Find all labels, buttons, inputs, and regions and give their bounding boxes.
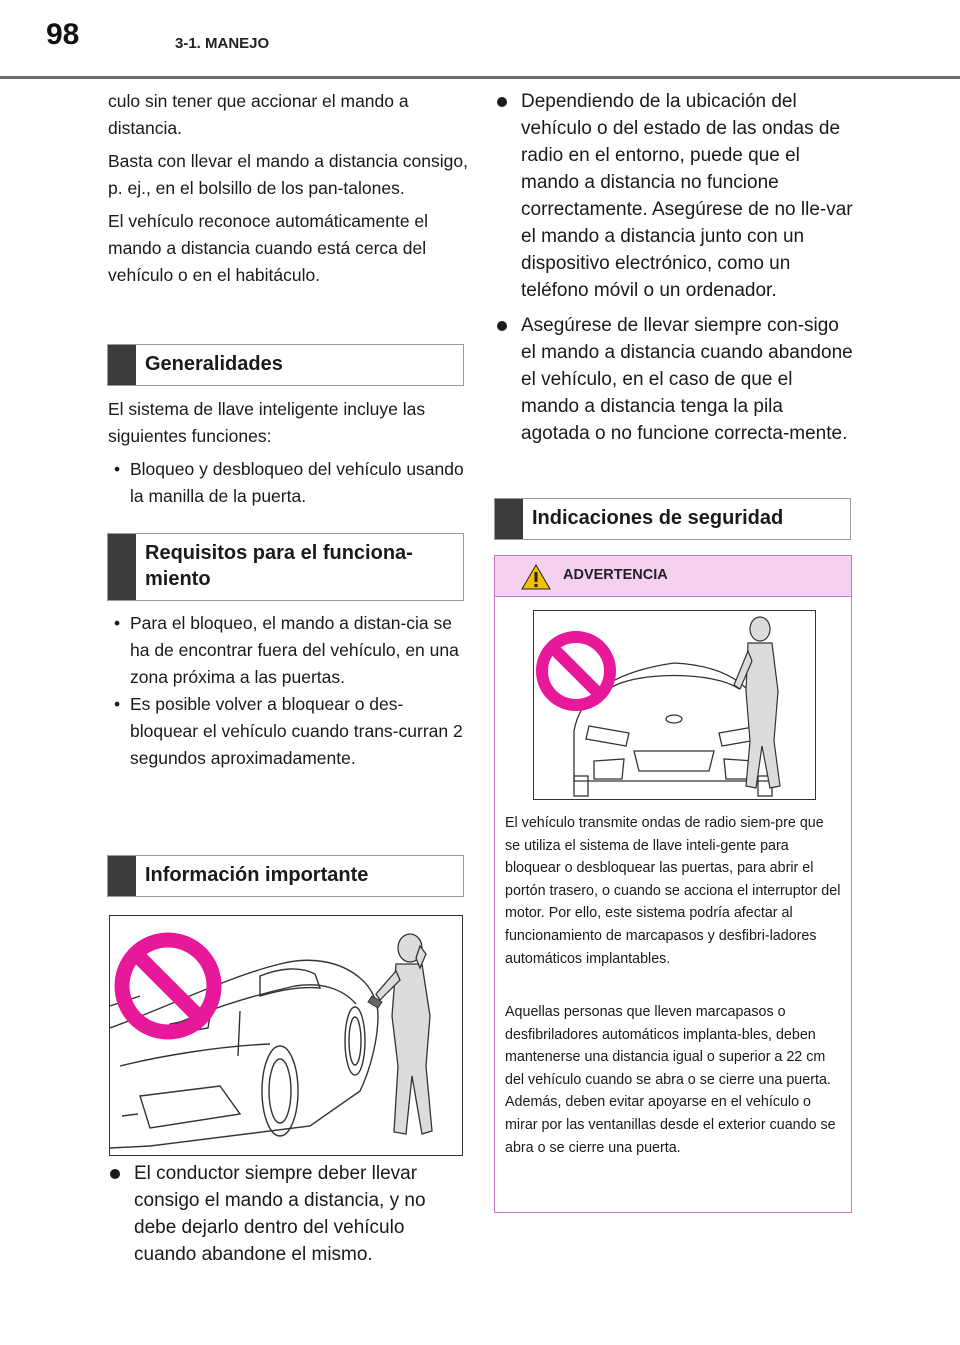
car-front-drawing bbox=[534, 611, 815, 799]
section-title: Indicaciones de seguridad bbox=[532, 507, 784, 529]
list-item-text: Dependiendo de la ubicación del vehículo o del estado de las ondas de radio en el entorno, puede que el mando a distancia no funcione correctamente. Asegúrese de no lle-var el mando a distancia junto con un dispositivo electrónico, como un teléfono móvil o un ordenador. bbox=[521, 91, 853, 301]
bullet-dot bbox=[497, 321, 507, 331]
list-item-text: Para el bloqueo, el mando a distan-cia se ha de encontrar fuera del vehículo, en una zona próxima a las puertas. bbox=[130, 613, 459, 687]
left-intro bbox=[108, 88, 468, 295]
list-item-text: Es posible volver a bloquear o des-bloquear el vehículo cuando trans-curran 2 segundos aproximadamente. bbox=[130, 694, 463, 768]
list-item bbox=[495, 312, 855, 447]
paragraph: El sistema de llave inteligente incluye las siguientes funciones: bbox=[108, 399, 426, 446]
section-title: Generalidades bbox=[145, 353, 283, 375]
generalidades-body bbox=[108, 396, 468, 510]
list-item bbox=[108, 691, 468, 772]
warning-paragraph: Aquellas personas que lleven marcapasos o desfibriladores automáticos implanta-bles, deben mantenerse una distancia igual o superior a 22 cm del vehículo cuando se abra o se cierre una puerta. Además, deben evitar apoyarse en el vehículo o mirar por las ventanillas desde el exterior cuando se abra o se cierre una puerta. bbox=[505, 1004, 836, 1156]
warning-paragraph: El vehículo transmite ondas de radio siem-pre que se utiliza el sistema de llave inteli-gente para bloquear o desbloquear las puertas, para abrir el portón trasero, o cuando se acciona el interruptor del motor. Por ello, este sistema podría afectar al funcionamiento de marcapasos y desfibri-ladores automáticos implantables. bbox=[505, 815, 841, 967]
prohibition-icon bbox=[122, 940, 214, 1032]
header-rule bbox=[0, 76, 960, 79]
warning-title: ADVERTENCIA bbox=[563, 567, 668, 583]
section-bar bbox=[495, 499, 523, 539]
section-title: Información importante bbox=[145, 864, 369, 886]
section-heading-requisitos bbox=[107, 533, 464, 601]
right-dot-list bbox=[495, 88, 855, 455]
list-item bbox=[108, 1160, 463, 1268]
paragraph: Basta con llevar el mando a distancia consigo, p. ej., en el bolsillo de los pan-talones. bbox=[108, 151, 468, 198]
paragraph: culo sin tener que accionar el mando a distancia. bbox=[108, 91, 409, 138]
requisitos-body bbox=[108, 610, 468, 772]
list-item bbox=[108, 610, 468, 691]
section-label: 3-1. MANEJO bbox=[175, 35, 270, 52]
warning-triangle-icon bbox=[521, 564, 551, 590]
section-heading-generalidades bbox=[107, 344, 464, 386]
paragraph: El vehículo reconoce automáticamente el mando a distancia cuando está cerca del vehículo o en el habitáculo. bbox=[108, 211, 429, 285]
section-heading-informacion bbox=[107, 855, 464, 897]
bullet-mark: • bbox=[114, 613, 121, 633]
section-bar bbox=[108, 856, 136, 896]
section-bar bbox=[108, 345, 136, 385]
warning-header bbox=[495, 556, 851, 597]
bullet-dot bbox=[110, 1169, 120, 1179]
bullet-dot bbox=[497, 97, 507, 107]
list-item-text: Bloqueo y desbloqueo del vehículo usando la manilla de la puerta. bbox=[130, 459, 464, 506]
bullet-mark: • bbox=[114, 459, 121, 479]
list-item-text: El conductor siempre deber llevar consigo el mando a distancia, y no debe dejarlo dentro del vehículo cuando abandone el mismo. bbox=[134, 1163, 426, 1265]
list-item bbox=[108, 456, 468, 510]
page-header bbox=[0, 0, 960, 78]
section-heading-seguridad bbox=[494, 498, 851, 540]
illustration-driver-with-key bbox=[109, 915, 463, 1156]
car-side-drawing bbox=[110, 916, 462, 1155]
section-bar bbox=[108, 534, 136, 600]
section-title-line2: miento bbox=[145, 568, 211, 590]
bullet-mark: • bbox=[114, 694, 121, 714]
prohibition-icon bbox=[542, 637, 610, 705]
page-number: 98 bbox=[46, 18, 80, 51]
left-dot-list bbox=[108, 1160, 463, 1276]
illustration-car-front bbox=[533, 610, 816, 800]
list-item bbox=[495, 88, 855, 304]
section-title-line1: Requisitos para el funciona- bbox=[145, 542, 413, 564]
list-item-text: Asegúrese de llevar siempre con-sigo el mando a distancia cuando abandone el vehículo, en el caso de que el mando a distancia tenga la pila agotada o no funcione correcta-mente. bbox=[521, 315, 853, 444]
warning-box bbox=[494, 555, 852, 1213]
